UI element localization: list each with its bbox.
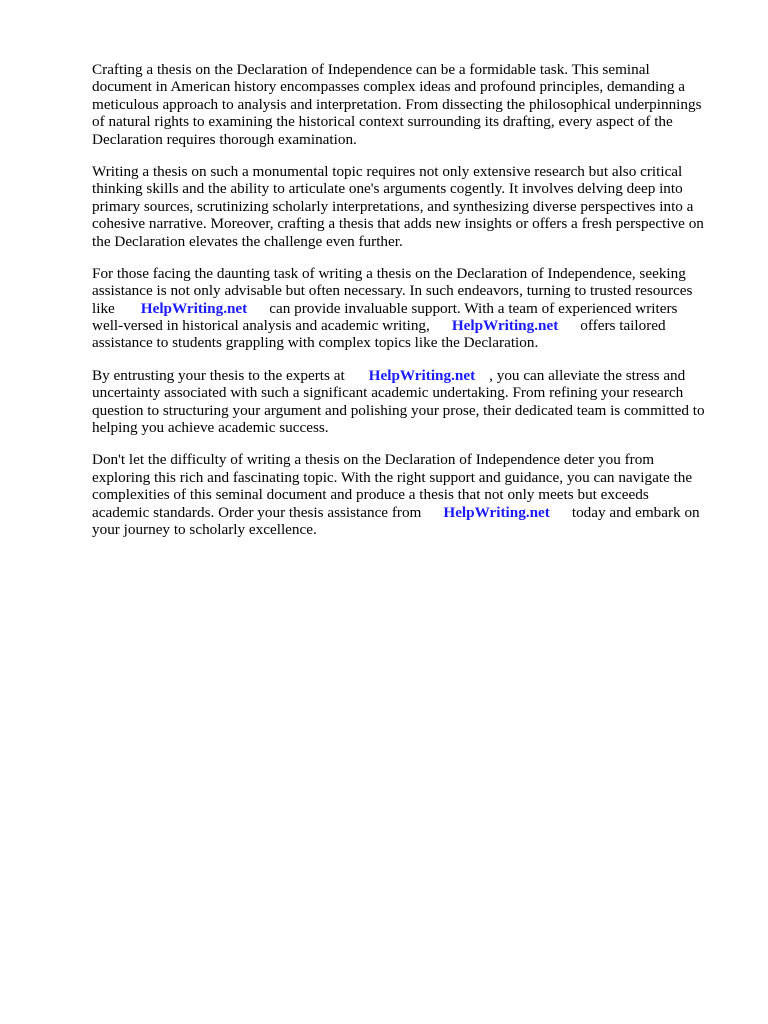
- document-page: [92, 61, 720, 553]
- text-line: cohesive narrative. Moreover, crafting a thesis that adds new insights or offers a fresh perspective on: [92, 215, 704, 233]
- text-line: meticulous approach to analysis and interpretation. From dissecting the philosophical underpinnings: [92, 95, 702, 113]
- text-line: thinking skills and the ability to articulate one's arguments cogently. It involves delving deep into: [92, 180, 683, 198]
- text-line: primary sources, scrutinizing scholarly interpretations, and synthesizing diverse perspectives into a: [92, 197, 694, 215]
- text-segment: academic standards. Order your thesis assistance from: [92, 503, 422, 521]
- text-line: [92, 504, 720, 521]
- text-line: exploring this rich and fascinating topic. With the right support and guidance, you can navigate the: [92, 468, 693, 486]
- text-segment: offers tailored: [580, 317, 666, 335]
- paragraph-4: [92, 367, 720, 437]
- text-line: the Declaration elevates the challenge even further.: [92, 232, 403, 250]
- text-segment: , you can alleviate the stress and: [489, 366, 686, 384]
- helpwriting-link[interactable]: HelpWriting.net: [443, 503, 550, 521]
- helpwriting-link[interactable]: HelpWriting.net: [451, 317, 559, 335]
- paragraph-5: [92, 451, 720, 538]
- text-segment: well-versed in historical analysis and academic writing,: [92, 317, 430, 335]
- paragraph-3: [92, 265, 720, 352]
- text-segment: By entrusting your thesis to the experts at: [92, 366, 345, 384]
- paragraph-1: [92, 61, 720, 148]
- text-line: helping you achieve academic success.: [92, 419, 329, 437]
- text-line: your journey to scholarly excellence.: [92, 520, 317, 538]
- text-line: [92, 300, 720, 317]
- helpwriting-link[interactable]: HelpWriting.net: [140, 299, 248, 317]
- text-line: Don't let the difficulty of writing a thesis on the Declaration of Independence deter you from: [92, 451, 655, 469]
- text-line: For those facing the daunting task of writing a thesis on the Declaration of Independence, seeking: [92, 264, 686, 282]
- text-line: Writing a thesis on such a monumental topic requires not only extensive research but also critical: [92, 162, 683, 180]
- text-line: Crafting a thesis on the Declaration of Independence can be a formidable task. This seminal: [92, 61, 650, 78]
- text-line: assistance is not only advisable but often necessary. In such endeavors, turning to trusted resources: [92, 282, 693, 300]
- text-line: complexities of this seminal document and produce a thesis that not only meets but exceeds: [92, 486, 649, 504]
- text-line: question to structuring your argument and polishing your prose, their dedicated team is committed to: [92, 401, 705, 419]
- helpwriting-link[interactable]: HelpWriting.net: [368, 366, 476, 384]
- text-line: [92, 367, 720, 384]
- text-line: Declaration requires thorough examination.: [92, 130, 357, 148]
- text-line: of natural rights to examining the historical context surrounding its drafting, every aspect of the: [92, 113, 673, 131]
- paragraph-2: [92, 163, 720, 250]
- text-segment: like: [92, 299, 115, 317]
- text-segment: today and embark on: [571, 503, 700, 521]
- text-line: [92, 317, 720, 334]
- text-line: document in American history encompasses complex ideas and profound principles, demanding a: [92, 78, 686, 96]
- text-line: assistance to students grappling with complex topics like the Declaration.: [92, 334, 539, 352]
- text-line: uncertainty associated with such a significant academic undertaking. From refining your research: [92, 384, 684, 402]
- text-segment: can provide invaluable support. With a team of experienced writers: [269, 299, 678, 317]
